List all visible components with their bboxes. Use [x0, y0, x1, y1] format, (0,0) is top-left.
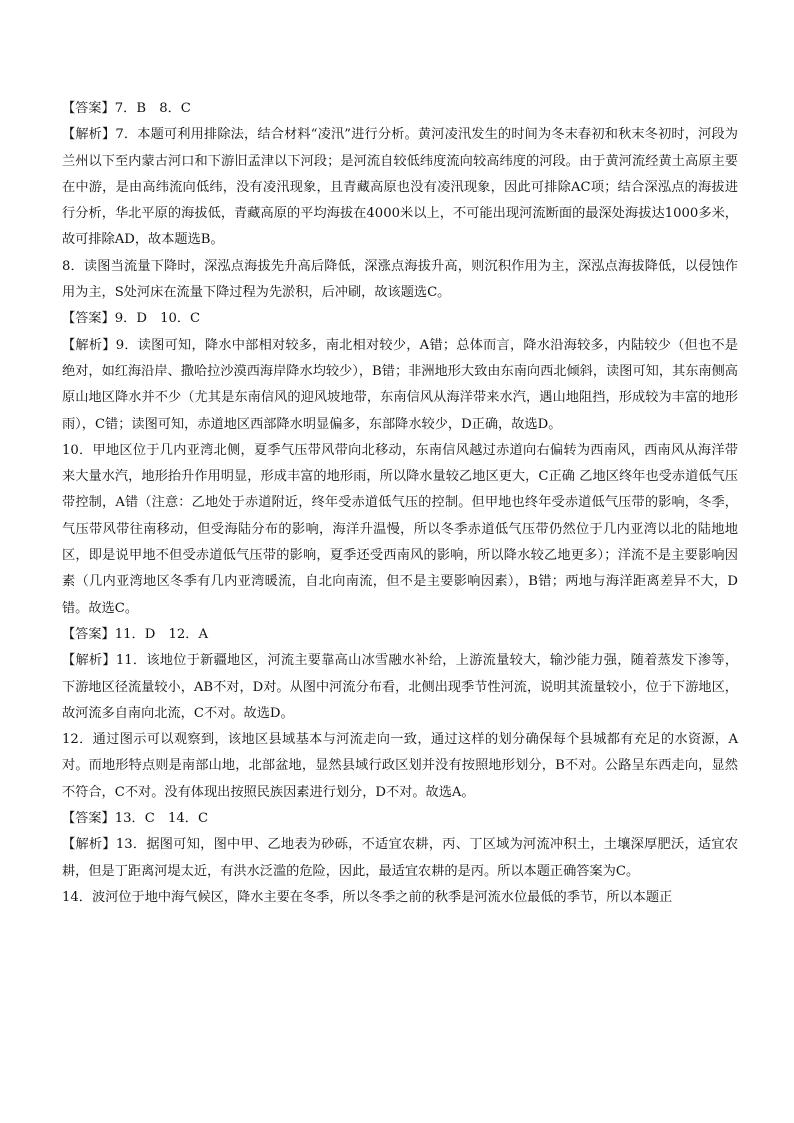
- analysis-tag: 【解析】: [62, 127, 116, 143]
- answer-text: 13．C 14．C: [114, 811, 209, 827]
- body-paragraph-10: [62, 438, 738, 622]
- body-text: 8．读图当流量下降时，深泓点海拔先升高后降低，深涨点海拔升高，则沉积作用为主，深泓点海拔降低，以侵蚀作用为主，S处河床在流量下降过程为先淤积，后冲刷，故该题选C。: [62, 258, 738, 301]
- answer-tag: 【答案】: [62, 811, 115, 827]
- answer-text: 11．D 12．A: [114, 626, 208, 642]
- analysis-paragraph-11: [62, 648, 738, 727]
- answer-paragraph-13-14: [62, 806, 738, 832]
- answer-text: 7．B 8．C: [114, 101, 191, 116]
- answer-paragraph-11-12: [62, 622, 738, 648]
- body-text: 14．波河位于地中海气候区，降水主要在冬季，所以冬季之前的秋季是河流水位最低的季节，所以本题正: [62, 889, 673, 905]
- answer-tag: 【答案】: [62, 101, 115, 116]
- analysis-tag: 【解析】: [62, 653, 116, 669]
- answer-paragraph-7-8: [62, 96, 738, 122]
- analysis-paragraph-9: [62, 333, 738, 438]
- analysis-paragraph-13: [62, 832, 738, 885]
- answer-text: 9．D 10．C: [114, 311, 201, 327]
- answer-tag: 【答案】: [62, 626, 115, 642]
- analysis-tag: 【解析】: [62, 837, 116, 853]
- analysis-text: 9．读图可知，降水中部相对较多，南北相对较少，A错；总体而言，降水沿海较多，内陆较少（但也不是绝对，如红海沿岸、撒哈拉沙漠西海岸降水均较少），B错；非洲地形大致由东南向西北倾斜，读图可知，其东南侧高原山地区降水并不少（尤其是东南信风的迎风坡地带，东南信风从海洋带来水汽，遇山地阻挡，形成较为丰富的地形雨），C错；读图可知，赤道地区西部降水明显偏多，东部降水较少，D正确，故选D。: [62, 337, 738, 432]
- answer-tag: 【答案】: [62, 311, 115, 327]
- body-paragraph-8: [62, 254, 738, 307]
- analysis-text: 11．该地位于新疆地区，河流主要靠高山冰雪融水补给，上游流量较大，输沙能力强，随着蒸发下渗等，下游地区径流量较小，AB不对，D对。从图中河流分布看，北侧出现季节性河流，说明其流量较小，位于下游地区，故河流多自南向北流，C不对。故选D。: [62, 653, 739, 721]
- body-text: 12．通过图示可以观察到，该地区县域基本与河流走向一致，通过这样的划分确保每个县城都有充足的水资源，A对。而地形特点则是南部山地，北部盆地，显然县域行政区划并没有按照地形划分，B不对。公路呈东西走向，显然不符合，C不对。没有体现出按照民族因素进行划分，D不对。故选A。: [62, 732, 738, 800]
- answer-paragraph-9-10: [62, 306, 738, 332]
- document-page: [62, 96, 738, 911]
- analysis-text: 7．本题可利用排除法，结合材料“凌汛”进行分析。黄河凌汛发生的时间为冬末春初和秋末冬初时，河段为兰州以下至内蒙古河口和下游旧孟津以下河段；是河流自较低纬度流向较高纬度的河段。由于黄河流经黄土高原主要在中游，是由高纬流向低纬，没有凌汛现象，且青藏高原也没有凌汛现象，因此可排除AC项；结合深泓点的海拔进行分析，华北平原的海拔低，青藏高原的平均海拔在4000米以上，不可能出现河流断面的最深处海拔达1000多米，故可排除AD，故本题选B。: [62, 127, 738, 248]
- analysis-text: 13．据图可知，图中甲、乙地表为砂砾，不适宜农耕，丙、丁区域为河流冲积土，土壤深厚肥沃，适宜农耕，但是丁距离河堤太近，有洪水泛滥的危险，因此，最适宜农耕的是丙。所以本题正确答案为C。: [62, 837, 739, 879]
- body-paragraph-14: [62, 885, 738, 911]
- body-text: 10．甲地区位于几内亚湾北侧，夏季气压带风带向北移动，东南信风越过赤道向右偏转为西南风，西南风从海洋带来大量水汽，地形抬升作用明显，形成丰富的地形雨，所以降水量较乙地区更大，C正确 乙地区终年也受赤道低气压带控制，A错（注意：乙地处于赤道附近，终年受赤道低气压的控制。但甲地也终年受赤道低气压带的影响，冬季，气压带风带往南移动，但受海陆分布的影响，海洋升温慢，所以冬季赤道低气压带仍然位于几内亚湾以北的陆地地区，即是说甲地不但受赤道低气压带的影响，夏季还受西南风的影响，所以降水较乙地更多）；洋流不是主要影响因素（几内亚湾地区冬季有几内亚湾暖流，自北向南流，但不是主要影响因素），B错；两地与海洋距离差异不大，D错。故选C。: [62, 442, 738, 616]
- analysis-paragraph-7: [62, 122, 738, 253]
- body-paragraph-12: [62, 727, 738, 806]
- analysis-tag: 【解析】: [62, 337, 116, 353]
